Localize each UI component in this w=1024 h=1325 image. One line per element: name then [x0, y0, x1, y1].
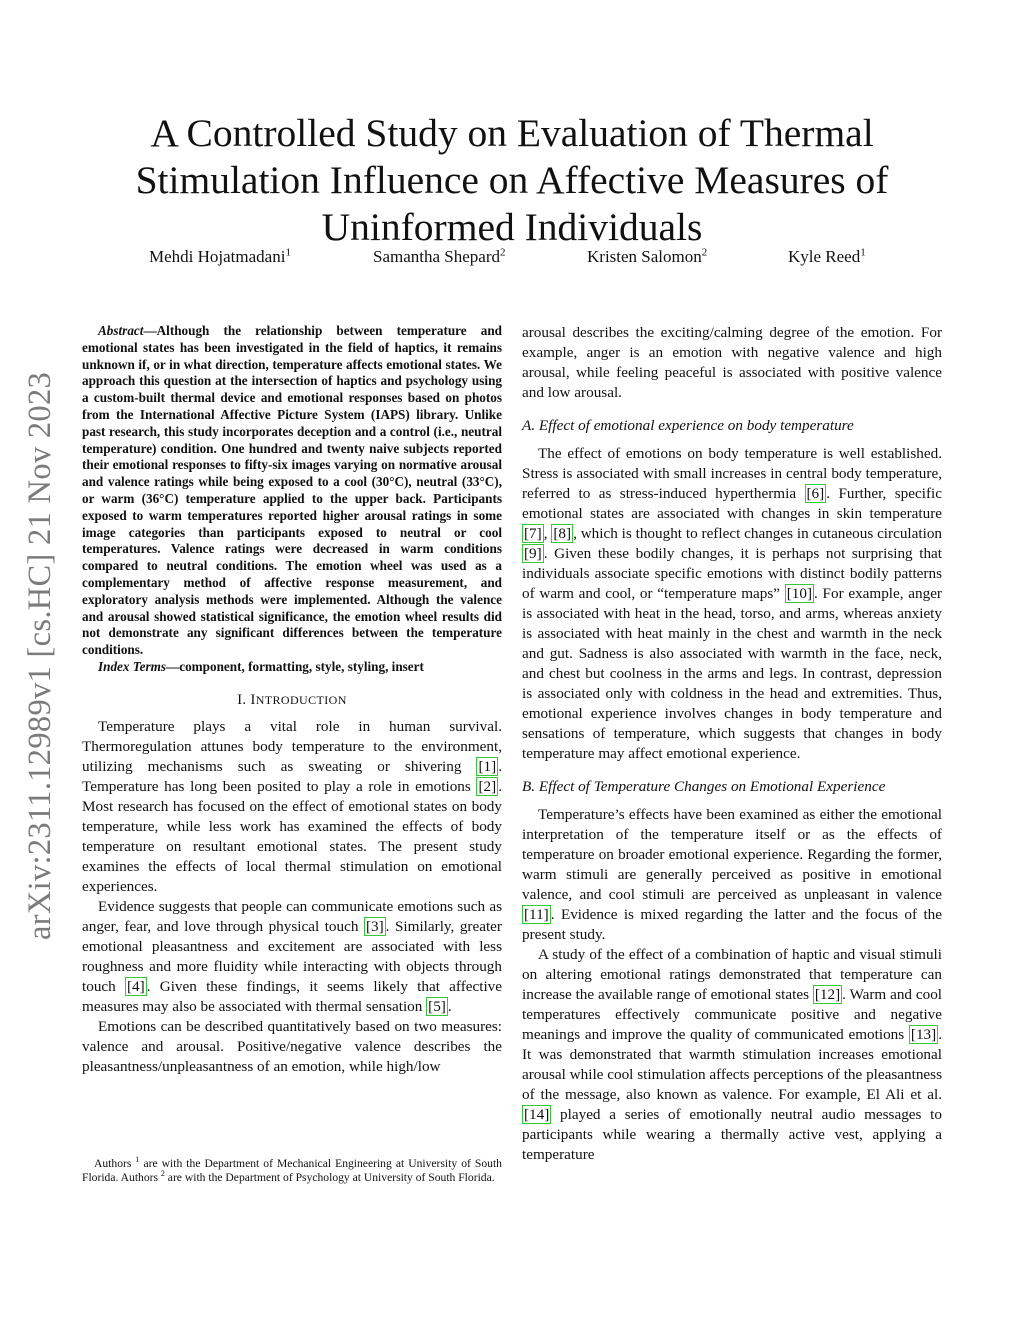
intro-paragraph	[82, 897, 502, 1017]
text-run: Evidence suggests that people can communicate emotions such as anger, fear, and love through physical touch	[82, 897, 502, 935]
citation-link[interactable]: [12]	[814, 986, 841, 1003]
index-terms-text: —component, formatting, style, styling, insert	[166, 658, 424, 674]
text-run: . Given these findings, it seems likely that affective measures may also be associated with thermal sensation	[82, 977, 503, 1015]
intro-paragraph	[82, 717, 502, 897]
author-affiliation-footnote	[82, 1157, 502, 1185]
text-run: A study of the effect of a combination of haptic and visual stimuli on altering emotional ratings demonstrated that temperature can increase the available range of emotional states	[522, 946, 942, 1003]
text-run: . Similarly, greater emotional pleasantness and excitement are associated with less roughness and more fluidity while interacting with objects through touch	[82, 917, 502, 995]
citation-link[interactable]: [6]	[806, 485, 825, 502]
text-run: Temperature plays a vital role in human survival. Thermoregulation attunes body temperature to the environment, utilizing mechanisms such as sweating or shivering	[82, 717, 502, 775]
body-paragraph: arousal describes the exciting/calming degree of the emotion. For example, anger is an emotion with negative valence and high arousal, while feeling peaceful is associated with positive valence and low arousal.	[522, 324, 942, 401]
text-run: Temperature’s effects have been examined as either the emotional interpretation of the temperature itself or as the effects of temperature on broader emotional experience. Regarding the former, warm stimuli are generally perceived as positive in emotional valence, and cool stimuli are perceived as unpleasant in valence	[522, 806, 942, 903]
text-run: . Warm and cool temperatures effectively communicate positive and negative meanings and improve the quality of communicated emotions	[522, 986, 943, 1043]
text-run: .	[447, 997, 452, 1015]
citation-link[interactable]: [3]	[365, 917, 384, 935]
section-title-rest: NTRODUCTION	[255, 692, 347, 707]
author-name: Kristen Salomon	[587, 247, 702, 266]
citation-link[interactable]: [2]	[478, 777, 497, 795]
author-1	[149, 247, 291, 267]
section-heading-introduction	[82, 692, 502, 709]
author-affiliation: 1	[285, 246, 291, 259]
author-2	[373, 247, 506, 267]
paper-title: A Controlled Study on Evaluation of Thermal Stimulation Influence on Affective Measures of Uninformed Individuals	[135, 111, 889, 250]
body-paragraph	[522, 945, 942, 1165]
text-run: played a series of emotionally neutral audio messages to participants while wearing a thermally active vest, applying a temperature	[522, 1106, 942, 1163]
author-3	[587, 247, 707, 267]
arxiv-identifier[interactable]: arXiv:2311.12989v1 [cs.HC] 21 Nov 2023	[22, 371, 58, 940]
author-affiliation: 2	[500, 246, 506, 259]
footnote-superscript: 1	[135, 1155, 140, 1165]
text-run: . Further, specific emotional states are associated with changes in skin temperature	[522, 485, 942, 522]
text-run: . Given these bodily changes, it is perhaps not surprising that individuals associate specific emotions with distinct bodily patterns of warm and cool, or “temperature maps”	[522, 545, 942, 602]
text-run: are with the Department of Psychology at University of South Florida.	[164, 1171, 495, 1184]
text-run: Authors	[94, 1157, 136, 1170]
citation-link[interactable]: [14]	[524, 1106, 550, 1123]
citation-link[interactable]: [1]	[478, 757, 497, 775]
subsection-heading-b: B. Effect of Temperature Changes on Emotional Experience	[522, 778, 886, 795]
right-column	[522, 323, 942, 1165]
intro-paragraph: Emotions can be described quantitatively based on two measures: valence and arousal. Positive/negative valence describes the pleasantness/unpleasantness of an emotion, while high/low	[82, 1017, 502, 1075]
text-run: ,	[543, 525, 552, 542]
body-paragraph	[522, 444, 942, 764]
author-4	[788, 247, 866, 267]
citation-link[interactable]: [5]	[428, 997, 446, 1015]
text-run: . For example, anger is associated with heat in the head, torso, and arms, whereas anxiety is associated with heat mainly in the chest and warmth in the neck and gut. Sadness is also associated with warmth in the face, neck, and chest but coolness in the arms and legs. In contrast, depression is associated only with coldness in the head and extremities. Thus, emotional experience involves changes in body temperature and sensations of temperature, which suggests that changes in body temperature may affect emotional experience.	[522, 585, 942, 762]
author-name: Kyle Reed	[788, 247, 861, 266]
index-terms	[82, 659, 502, 676]
citation-link[interactable]: [11]	[524, 906, 549, 923]
text-run: . Temperature has long been posited to play a role in emotions	[82, 757, 502, 795]
citation-link[interactable]: [9]	[524, 545, 542, 562]
subsection-heading-a: A. Effect of emotional experience on body temperature	[522, 417, 854, 434]
author-affiliation: 2	[701, 246, 708, 259]
abstract	[82, 323, 502, 659]
author-name: Samantha Shepard	[373, 247, 500, 266]
citation-link[interactable]: [13]	[910, 1026, 937, 1043]
text-run: , which is thought to reflect changes in cutaneous circulation	[573, 525, 943, 542]
author-name: Mehdi Hojatmadani	[149, 247, 286, 266]
text-run: . Evidence is mixed regarding the latter and the focus of the present study.	[522, 906, 942, 943]
section-initial: I	[250, 691, 256, 708]
text-run: . It was demonstrated that warmth stimulation increases emotional arousal while cool stimulation affects perceptions of the pleasantness of the message, also known as valence. For example, El Ali et al.	[522, 1026, 942, 1103]
citation-link[interactable]: [10]	[786, 585, 813, 602]
text-run: are with the Department of Mechanical Engineering at University of South Florida. Authors	[82, 1157, 502, 1184]
left-column	[82, 323, 502, 1077]
citation-link[interactable]: [7]	[524, 525, 542, 542]
citation-link[interactable]: [4]	[126, 977, 145, 995]
section-number: I.	[237, 691, 251, 708]
footnote-superscript: 2	[160, 1169, 165, 1179]
citation-link[interactable]: [8]	[553, 525, 572, 542]
abstract-label: Abstract	[98, 323, 144, 338]
text-run: The effect of emotions on body temperature is well established. Stress is associated with small increases in central body temperature, referred to as stress-induced hyperthermia	[522, 445, 942, 502]
body-paragraph	[522, 805, 942, 945]
author-affiliation: 1	[860, 246, 866, 259]
index-terms-label: Index Terms	[98, 658, 167, 674]
author-list	[82, 247, 942, 273]
abstract-text: —Although the relationship between temperature and emotional states has been investigated in the field of haptics, it remains unknown if, or in what direction, temperature affects emotional states. We approach this question at the intersection of haptics and psychology using a custom-built thermal device and emotional responses based on photos from the International Affective Picture System (IAPS) library. Unlike past research, this study incorporates deception and a control (i.e., neutral temperature) condition. One hundred and twenty naive subjects reported their emotional responses to fifty-six images varying on normative arousal and valence ratings while being exposed to a cool (30°C), neutral (33°C), or warm (36°C) temperature applied to the upper back. Participants exposed to warm temperatures reported higher arousal ratings in some image categories than participants exposed to neutral or cool temperatures. Valence ratings were decreased in warm conditions compared to neutral conditions. The emotion wheel was used as a complementary method of affective response measurement, and exploratory analysis methods were implemented. Although the valence and arousal showed statistical significance, the emotion wheel results did not demonstrate any significant differences between the temperature conditions.	[82, 323, 502, 658]
text-run: . Most research has focused on the effect of emotional states on body temperature, while less work has examined the effects of body temperature on resultant emotional states. The present study examines the effects of local thermal stimulation on emotional experiences.	[82, 777, 502, 895]
